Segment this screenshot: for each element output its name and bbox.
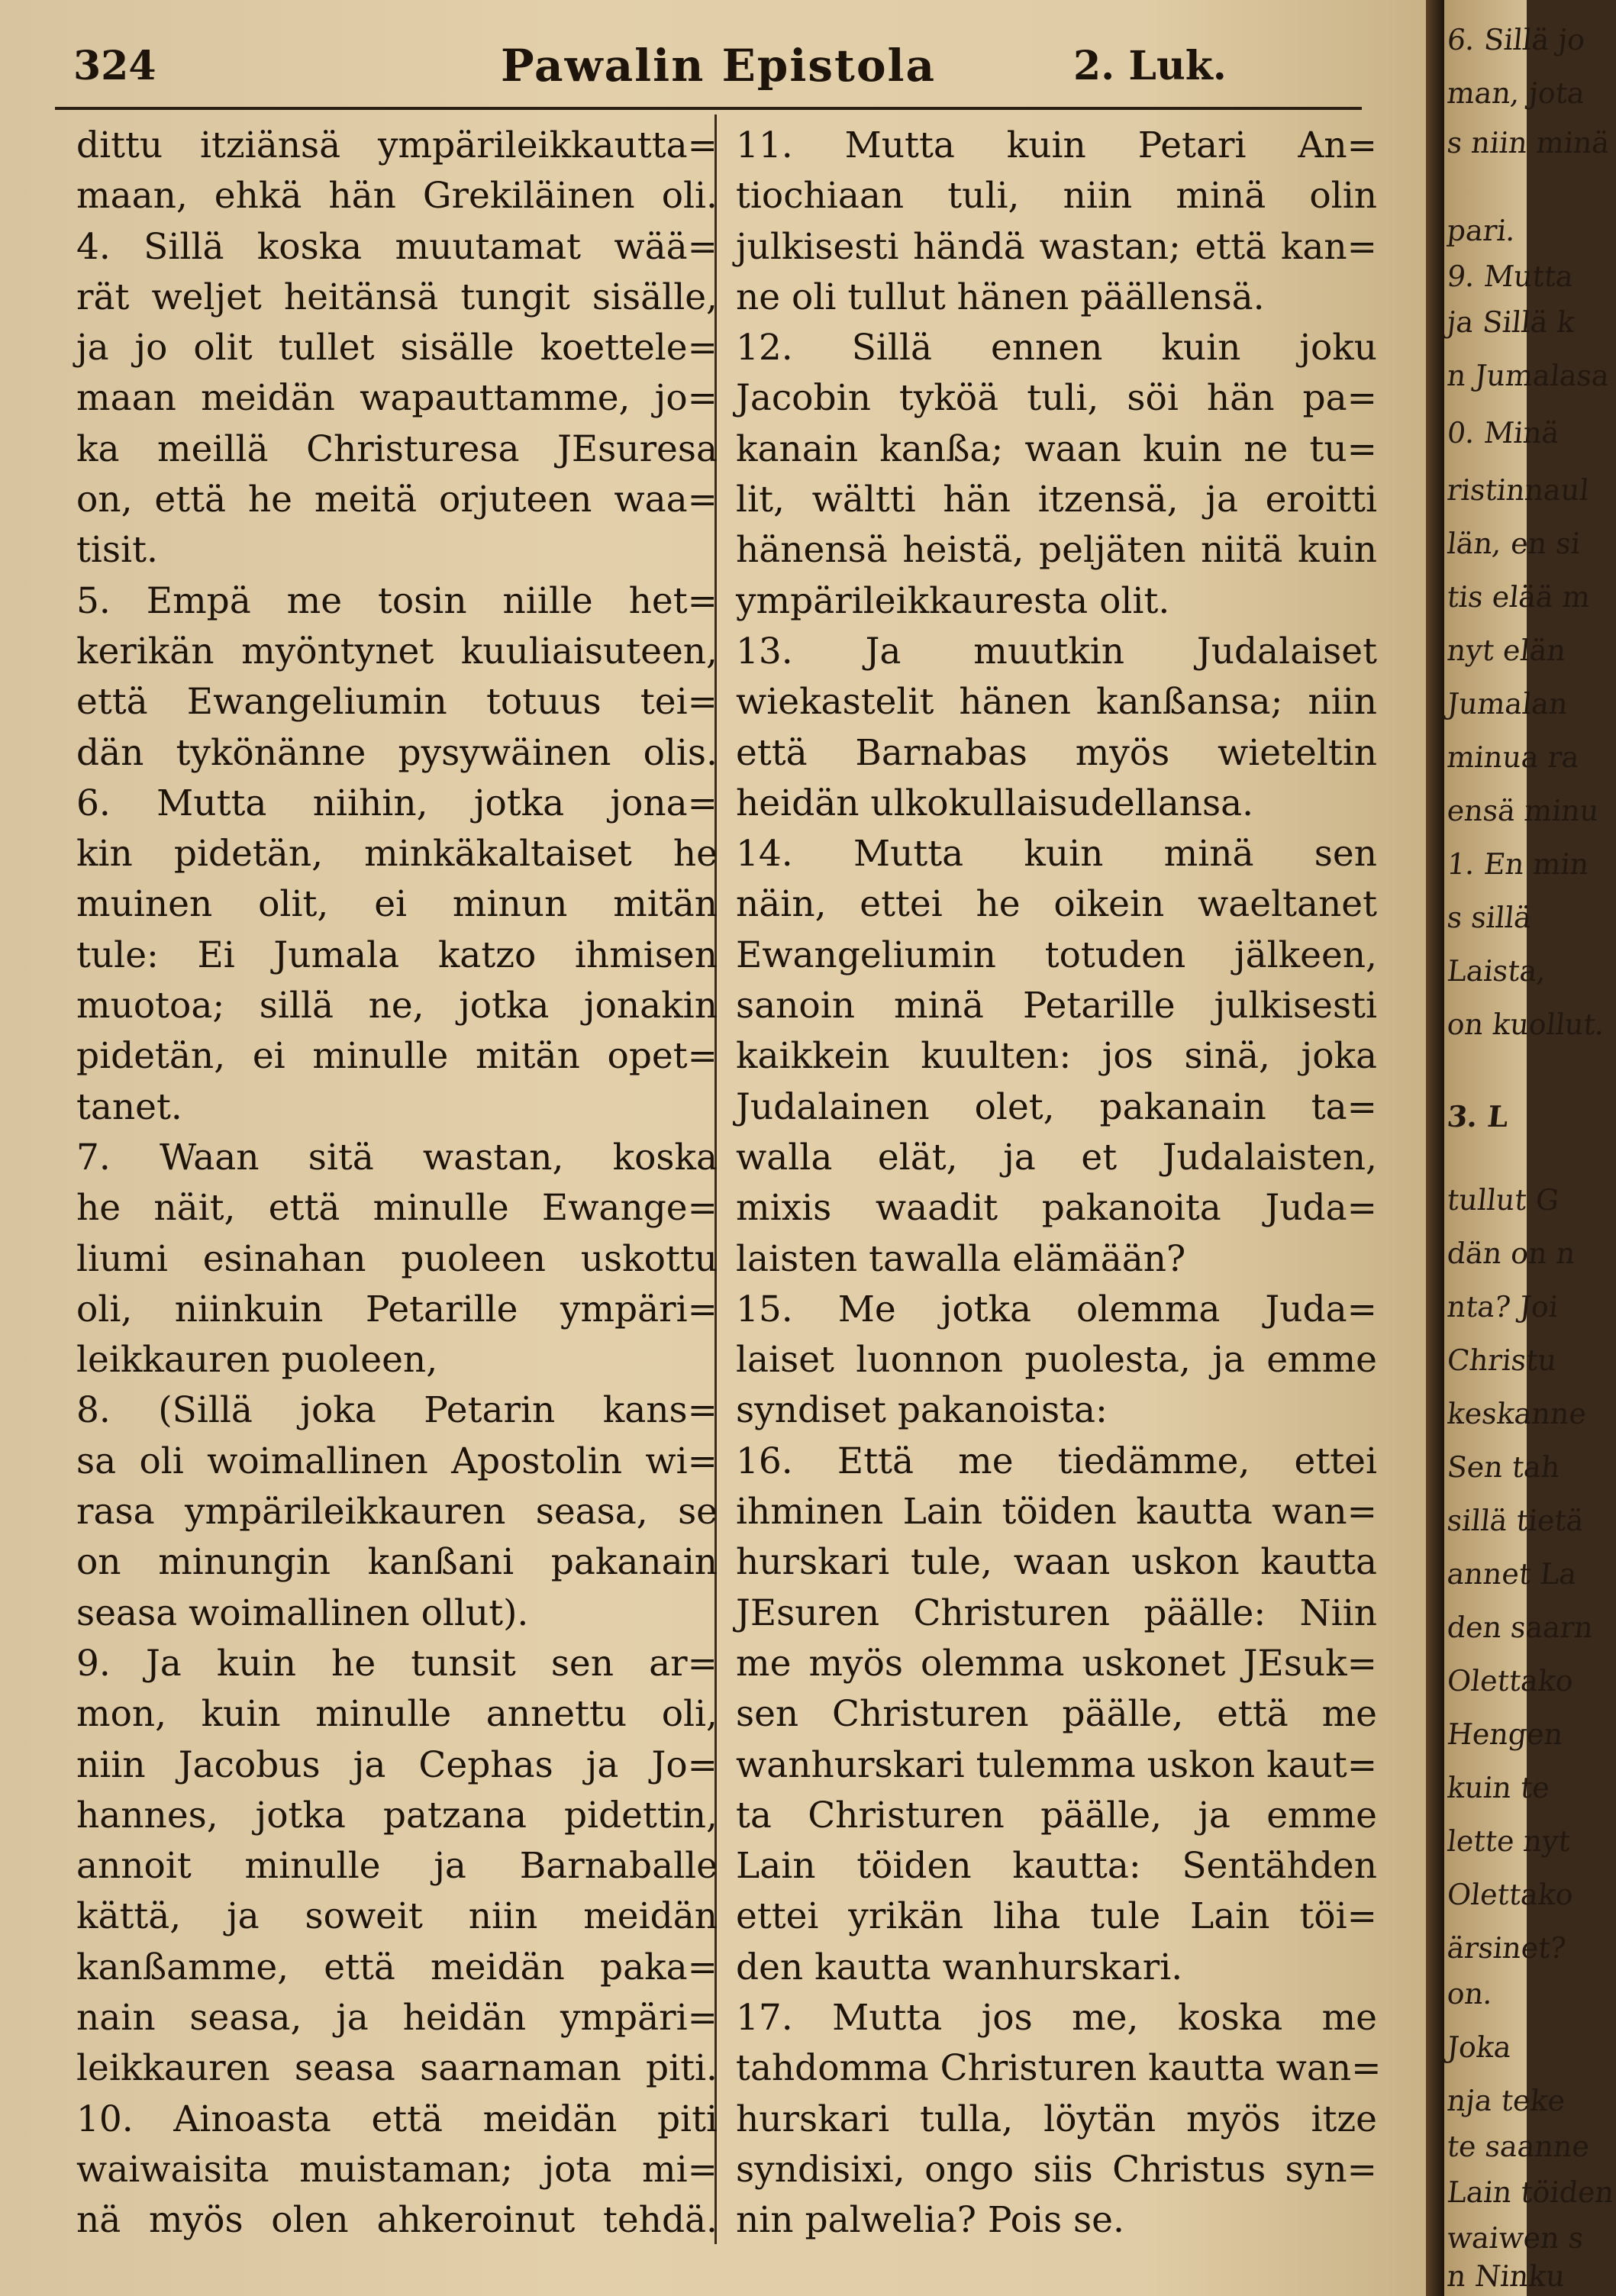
text-line: leikkauren puoleen, [76, 1339, 438, 1382]
verse-7-start: 7. Waan sitä wastan, koska [76, 1136, 718, 1179]
text-line: ta Christuren päälle, ja emme [736, 1794, 1377, 1836]
text-line: ympärileikkauresta olit. [736, 579, 1170, 622]
next-page-fragment: dän on n [1445, 1237, 1577, 1270]
next-page-fragment: te saanne [1445, 2130, 1592, 2163]
right-column [736, 121, 1382, 2246]
text-line: seasa woimallinen ollut). [76, 1591, 529, 1634]
next-page-fragment: minua ra [1445, 740, 1582, 774]
text-line: lit, wältti hän itzensä, ja eroitti [736, 479, 1377, 521]
text-line: Ewangeliumin totuden jälkeen, [736, 934, 1377, 976]
book-gutter [1426, 0, 1444, 2296]
text-line: den kautta wanhurskari. [736, 1946, 1183, 1988]
text-line: muinen olit, ei minun mitän [76, 883, 718, 926]
text-line: Judalainen olet, pakanain ta= [736, 1085, 1377, 1128]
next-page-fragment: ristinnaul [1445, 473, 1591, 507]
text-line: leikkauren seasa saarnaman piti. [76, 2047, 718, 2090]
text-line: näin, ettei he oikein waeltanet [736, 883, 1377, 926]
text-line: niin Jacobus ja Cephas ja Jo= [76, 1743, 718, 1786]
text-line: että Ewangeliumin totuus tei= [76, 681, 718, 724]
verse-10-start: 10. Ainoasta että meidän piti [76, 2098, 718, 2140]
next-page-fragment: pari. [1445, 214, 1518, 247]
text-line: sen Christuren päälle, että me [736, 1693, 1377, 1736]
next-page-fragment: den saarn [1445, 1611, 1595, 1644]
next-page-edge [1444, 0, 1616, 2296]
next-page-fragment: tis elää m [1445, 580, 1592, 614]
next-page-fragment: kuin te [1445, 1771, 1552, 1804]
text-line: rät weljet heitänsä tungit sisälle, [76, 276, 718, 318]
text-line: hänensä heistä, peljäten niitä kuin [736, 529, 1377, 572]
verse-5-start: 5. Empä me tosin niille het= [76, 579, 718, 622]
text-line: sa oli woimallinen Apostolin wi= [76, 1440, 718, 1482]
text-line: laiset luonnon puolesta, ja emme [736, 1339, 1377, 1382]
page-header [73, 40, 1371, 95]
next-page-fragment: län, en si [1445, 527, 1582, 560]
verse-9-start: 9. Ja kuin he tunsit sen ar= [76, 1642, 718, 1685]
next-page-fragment: Hengen [1445, 1717, 1565, 1751]
text-line: annoit minulle ja Barnaballe [76, 1845, 718, 1888]
verse-12-start: 12. Sillä ennen kuin joku [736, 327, 1377, 369]
verse-14-start: 14. Mutta kuin minä sen [736, 833, 1377, 876]
next-page-fragment: ja Sillä k [1445, 305, 1577, 339]
verse-6-start: 6. Mutta niihin, jotka jona= [76, 782, 718, 824]
verse-15-start: 15. Me jotka olemma Juda= [736, 1288, 1377, 1330]
text-line: dän tykönänne pysywäinen olis. [76, 731, 718, 774]
text-line: Lain töiden kautta: Sentähden [736, 1845, 1377, 1888]
text-line: pidetän, ei minulle mitän opet= [76, 1035, 718, 1078]
text-line: tahdomma Christuren kautta wan= [736, 2047, 1382, 2090]
left-column [76, 121, 718, 2246]
text-line: wiekastelit hänen kanßansa; niin [736, 681, 1377, 724]
text-line: maan, ehkä hän Grekiläinen oli. [76, 175, 718, 218]
next-page-fragment: ensä minu [1445, 794, 1601, 827]
text-line: muotoa; sillä ne, jotka jonakin [76, 985, 718, 1027]
text-line: hannes, jotka patzana pidettin, [76, 1794, 718, 1836]
next-page-fragment: n Jumalasa [1445, 359, 1611, 392]
text-line: tisit. [76, 529, 158, 572]
text-line: syndiset pakanoista: [736, 1389, 1108, 1432]
text-line: ettei yrikän liha tule Lain töi= [736, 1895, 1377, 1938]
text-line: mon, kuin minulle annettu oli, [76, 1693, 718, 1736]
next-page-fragment: waiwen s [1445, 2221, 1585, 2255]
text-line: mixis waadit pakanoita Juda= [736, 1187, 1377, 1230]
text-line: dittu itziänsä ympärileikkautta= [76, 124, 718, 166]
text-line: hurskari tule, waan uskon kautta [736, 1541, 1377, 1584]
text-line: ihminen Lain töiden kautta wan= [736, 1491, 1377, 1533]
text-line: liumi esinahan puoleen uskottu [76, 1237, 718, 1280]
next-page-fragment: Sen tah [1445, 1450, 1562, 1484]
next-page-fragment: nyt elän [1445, 634, 1568, 667]
text-line: nä myös olen ahkeroinut tehdä. [76, 2199, 718, 2242]
text-line: maan meidän wapauttamme, jo= [76, 377, 718, 420]
text-line: rasa ympärileikkauren seasa, se [76, 1491, 718, 1533]
next-page-fragment: sillä tietä [1445, 1504, 1585, 1537]
verse-4-start: 4. Sillä koska muutamat wää= [76, 225, 718, 268]
text-line: sanoin minä Petarille julkisesti [736, 985, 1377, 1027]
next-page-fragment: s niin minä [1445, 126, 1611, 160]
text-line: ja jo olit tullet sisälle koettele= [76, 327, 718, 369]
next-page-fragment: annet La [1445, 1557, 1579, 1591]
text-line: JEsuren Christuren päälle: Niin [736, 1591, 1377, 1634]
next-page-fragment: on kuollut. [1445, 1008, 1607, 1041]
text-line: waiwaisita muistaman; jota mi= [76, 2148, 718, 2191]
chapter-reference: 2. Luk. [1073, 43, 1227, 89]
text-line: että Barnabas myös wieteltin [736, 731, 1377, 774]
text-line: laisten tawalla elämään? [736, 1237, 1186, 1280]
next-page-fragment: Lain töiden [1445, 2175, 1616, 2209]
next-page-fragment: nta? Joi [1445, 1290, 1560, 1324]
text-line: kerikän myöntynet kuuliaisuteen, [76, 630, 718, 672]
text-line: ka meillä Christuresa JEsuresa [76, 427, 718, 470]
next-page-fragment: 9. Mutta [1445, 260, 1576, 293]
next-page-fragment: s sillä [1445, 901, 1534, 934]
next-page-fragment: on. [1445, 1977, 1495, 2011]
verse-8-start: 8. (Sillä joka Petarin kans= [76, 1389, 718, 1432]
text-line: hurskari tulla, löytän myös itze [736, 2098, 1377, 2140]
text-line: tanet. [76, 1085, 182, 1128]
next-page-fragment: lette nyt [1445, 1824, 1572, 1858]
text-line: he näit, että minulle Ewange= [76, 1187, 718, 1230]
next-page-fragment: n Ninku [1445, 2259, 1567, 2293]
text-line: kaikkein kuulten: jos sinä, joka [736, 1035, 1377, 1078]
text-line: on minungin kanßani pakanain [76, 1541, 718, 1584]
text-line: syndisixi, ongo siis Christus syn= [736, 2148, 1377, 2191]
verse-16-start: 16. Että me tiedämme, ettei [736, 1440, 1377, 1482]
next-page-fragment: Christu [1445, 1343, 1559, 1377]
text-line: kanßamme, että meidän paka= [76, 1946, 718, 1988]
text-line: walla elät, ja et Judalaisten, [736, 1136, 1377, 1179]
next-page-fragment: Laista, [1445, 954, 1548, 988]
next-page-fragment: nja teke [1445, 2084, 1567, 2117]
text-line: wanhurskari tulemma uskon kaut= [736, 1743, 1378, 1786]
verse-11-start: 11. Mutta kuin Petari An= [736, 124, 1377, 166]
text-line: kanain kanßa; waan kuin ne tu= [736, 427, 1377, 470]
next-page-fragment: Olettako [1445, 1664, 1576, 1698]
next-page-fragment: Jumalan [1445, 687, 1569, 721]
text-line: julkisesti händä wastan; että kan= [736, 225, 1377, 268]
text-line: nain seasa, ja heidän ympäri= [76, 1996, 718, 2039]
next-page-fragment: man, jota [1445, 76, 1587, 110]
text-line: nin palwelia? Pois se. [736, 2199, 1124, 2242]
next-page-fragment: 1. En min [1445, 847, 1591, 881]
next-page-fragment: Olettako [1445, 1878, 1576, 1911]
next-page-fragment: tullut G [1445, 1183, 1561, 1217]
verse-13-start: 13. Ja muutkin Judalaiset [736, 630, 1377, 672]
text-line: oli, niinkuin Petarille ympäri= [76, 1288, 718, 1330]
next-page-fragment: 6. Sillä jo [1445, 23, 1587, 56]
next-page-fragment: Joka [1445, 2030, 1514, 2064]
next-page-chapter-heading: 3. L [1445, 1099, 1510, 1133]
running-title: Pawalin Epistola [501, 40, 937, 92]
text-line: tule: Ei Jumala katzo ihmisen [76, 934, 718, 976]
text-line: me myös olemma uskonet JEsuk= [736, 1642, 1377, 1685]
page-number: 324 [73, 43, 156, 89]
text-line: ne oli tullut hänen päällensä. [736, 276, 1265, 318]
text-line: kin pidetän, minkäkaltaiset he [76, 833, 718, 876]
header-rule [55, 107, 1362, 110]
next-page-fragment: 0. Minä [1445, 416, 1561, 450]
text-line: Jacobin tyköä tuli, söi hän pa= [736, 377, 1377, 420]
next-page-fragment: ärsinet? [1445, 1931, 1568, 1965]
text-line: kättä, ja soweit niin meidän [76, 1895, 718, 1938]
text-line: tiochiaan tuli, niin minä olin [736, 175, 1377, 218]
verse-17-start: 17. Mutta jos me, koska me [736, 1996, 1377, 2039]
next-page-fragment: keskanne [1445, 1397, 1589, 1430]
text-line: on, että he meitä orjuteen waa= [76, 479, 718, 521]
text-line: heidän ulkokullaisudellansa. [736, 782, 1254, 824]
